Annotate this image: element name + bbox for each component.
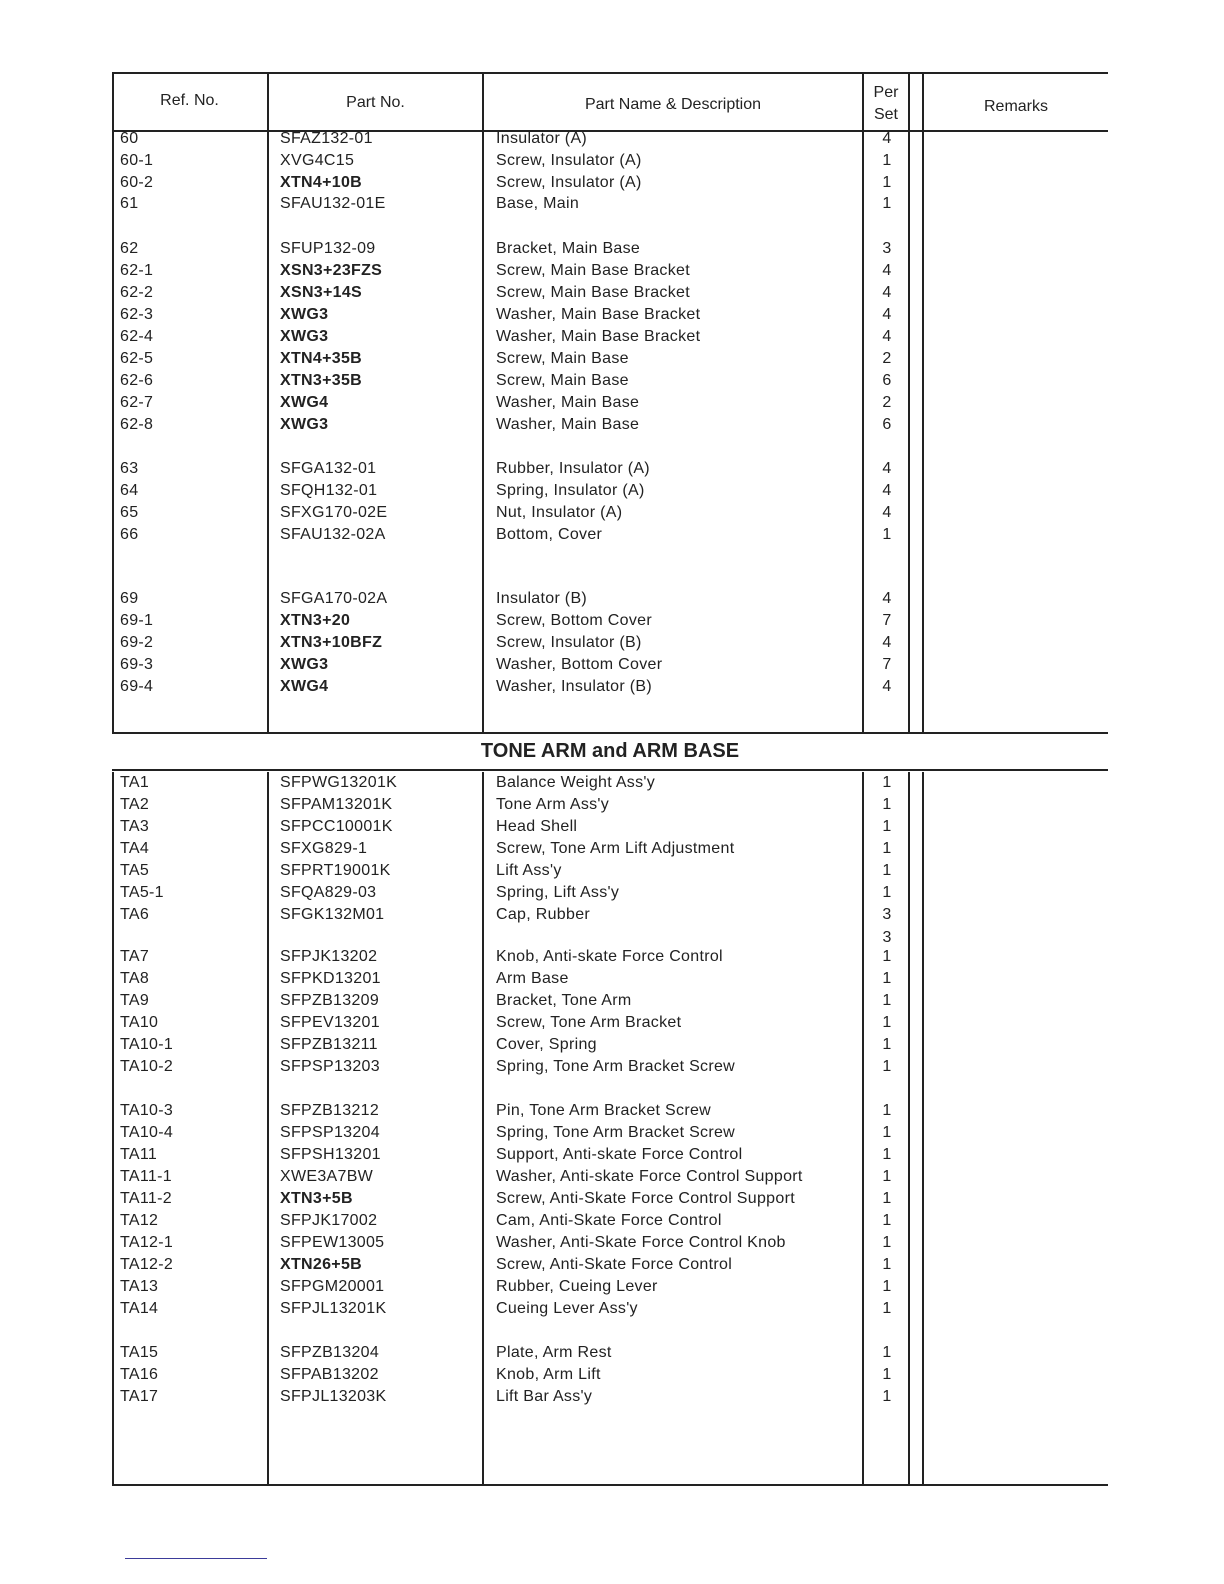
table-row [112,656,1108,678]
table-row [112,1190,1108,1212]
part-no-cell: SFPWG13201K [280,774,398,791]
part-no-cell: SFPZB13204 [280,1344,380,1361]
ref-no-cell: 65 [120,504,139,521]
quantity-cell: 1 [882,992,892,1009]
ref-no-cell: 62-1 [120,262,154,279]
quantity-cell: 4 [882,130,892,147]
ref-no-cell: TA1 [120,774,150,791]
quantity-cell: 3 [882,240,892,257]
part-no-cell: XTN3+10BFZ [280,634,383,651]
ref-no-cell: 69-3 [120,656,154,673]
part-no-cell: XWG3 [280,306,329,323]
header-part-no: Part No. [346,94,405,111]
description-cell: Washer, Bottom Cover [496,656,663,673]
part-no-cell: SFPZB13209 [280,992,380,1009]
table-row [112,1124,1108,1146]
quantity-cell: 1 [882,1102,892,1119]
part-no-cell: XWG4 [280,394,329,411]
table-row [112,328,1108,350]
description-cell: Screw, Main Base Bracket [496,284,690,301]
ref-no-cell: TA8 [120,970,150,987]
table-row [112,1058,1108,1080]
description-cell: Insulator (B) [496,590,588,607]
quantity-cell: 7 [882,656,892,673]
part-no-cell: SFGK132M01 [280,906,385,923]
quantity-cell: 1 [882,796,892,813]
part-no-cell: XSN3+23FZS [280,262,383,279]
table-row [112,130,1108,152]
table-row [112,678,1108,700]
table-row [112,774,1108,796]
part-no-cell: XWG3 [280,416,329,433]
part-no-cell: SFPJK13202 [280,948,378,965]
header-per: Per [873,84,899,101]
quantity-cell: 1 [882,1146,892,1163]
quantity-cell: 1 [882,1190,892,1207]
table-row [112,884,1108,906]
description-cell: Cover, Spring [496,1036,597,1053]
table-row [112,1014,1108,1036]
ref-no-cell: TA15 [120,1344,159,1361]
description-cell: Cueing Lever Ass'y [496,1300,638,1317]
part-no-cell: SFQA829-03 [280,884,377,901]
table-row [112,1102,1108,1124]
quantity-cell: 1 [882,1036,892,1053]
table-row [112,1344,1108,1366]
description-cell: Spring, Lift Ass'y [496,884,620,901]
table-row [112,504,1108,526]
description-cell: Screw, Bottom Cover [496,612,652,629]
part-no-cell: SFPEV13201 [280,1014,380,1031]
header-part-name: Part Name & Description [584,96,762,113]
description-cell: Knob, Anti-skate Force Control [496,948,723,965]
description-cell: Washer, Main Base Bracket [496,328,701,345]
table-row [112,612,1108,634]
description-cell: Rubber, Cueing Lever [496,1278,658,1295]
ref-no-cell: 62-6 [120,372,154,389]
quantity-cell: 1 [882,1212,892,1229]
description-cell: Arm Base [496,970,569,987]
quantity-cell: 1 [882,1278,892,1295]
quantity-cell: 1 [882,1014,892,1031]
ref-no-cell: TA10-3 [120,1102,174,1119]
ref-no-cell: TA13 [120,1278,159,1295]
description-cell: Support, Anti-skate Force Control [496,1146,743,1163]
part-no-cell: SFAU132-01E [280,195,386,212]
ref-no-cell: TA6 [120,906,150,923]
part-no-cell: XTN4+35B [280,350,362,367]
table-row [112,416,1108,438]
table-row [112,262,1108,284]
part-no-cell: XTN26+5B [280,1256,362,1273]
description-cell: Spring, Tone Arm Bracket Screw [496,1124,736,1141]
part-no-cell: SFPKD13201 [280,970,381,987]
table-row [112,240,1108,262]
table-row [112,1234,1108,1256]
footer-rule [125,1558,267,1559]
part-no-cell: SFQH132-01 [280,482,378,499]
quantity-cell: 1 [882,1256,892,1273]
description-cell: Washer, Insulator (B) [496,678,652,695]
part-no-cell: XSN3+14S [280,284,363,301]
extra-quantity: 3 [882,929,892,946]
ref-no-cell: TA10-1 [120,1036,174,1053]
part-no-cell: XVG4C15 [280,152,355,169]
ref-no-cell: 66 [120,526,139,543]
header-remarks: Remarks [983,98,1048,115]
ref-no-cell: 62-8 [120,416,154,433]
ref-no-cell: TA10-2 [120,1058,174,1075]
quantity-cell: 1 [882,840,892,857]
quantity-cell: 1 [882,195,892,212]
part-no-cell: XTN3+35B [280,372,362,389]
table-row [112,372,1108,394]
description-cell: Pin, Tone Arm Bracket Screw [496,1102,711,1119]
part-no-cell: SFPJL13201K [280,1300,387,1317]
table-row [112,1366,1108,1388]
part-no-cell: SFPJL13203K [280,1388,387,1405]
quantity-cell: 1 [882,884,892,901]
quantity-cell: 3 [882,906,892,923]
ref-no-cell: TA17 [120,1388,159,1405]
description-cell: Tone Arm Ass'y [496,796,610,813]
description-cell: Screw, Insulator (B) [496,634,642,651]
description-cell: Bottom, Cover [496,526,603,543]
ref-no-cell: TA11-1 [120,1168,172,1185]
ref-no-cell: 62-3 [120,306,154,323]
ref-no-cell: TA11 [120,1146,158,1163]
description-cell: Screw, Anti-Skate Force Control [496,1256,733,1273]
part-no-cell: SFPEW13005 [280,1234,385,1251]
description-cell: Screw, Main Base Bracket [496,262,690,279]
description-cell: Screw, Anti-Skate Force Control Support [496,1190,795,1207]
quantity-cell: 1 [882,1344,892,1361]
header-set: Set [873,106,898,123]
table-row [112,818,1108,840]
description-cell: Washer, Main Base Bracket [496,306,701,323]
table-row [112,526,1108,548]
description-cell: Screw, Insulator (A) [496,174,642,191]
table-row [112,992,1108,1014]
quantity-cell: 4 [882,284,892,301]
ref-no-cell: TA5-1 [120,884,164,901]
ref-no-cell: TA14 [120,1300,159,1317]
quantity-cell: 1 [882,862,892,879]
description-cell: Screw, Tone Arm Bracket [496,1014,682,1031]
table-row [112,1212,1108,1234]
part-no-cell: SFUP132-09 [280,240,376,257]
quantity-cell: 4 [882,504,892,521]
quantity-cell: 1 [882,818,892,835]
description-cell: Washer, Anti-skate Force Control Support [496,1168,803,1185]
quantity-cell: 1 [882,174,892,191]
ref-no-cell: TA11-2 [120,1190,172,1207]
ref-no-cell: TA12-2 [120,1256,174,1273]
quantity-cell: 1 [882,774,892,791]
description-cell: Washer, Main Base [496,394,640,411]
quantity-cell: 1 [882,948,892,965]
ref-no-cell: TA4 [120,840,150,857]
description-cell: Balance Weight Ass'y [496,774,656,791]
part-no-cell: XTN3+5B [280,1190,353,1207]
ref-no-cell: TA3 [120,818,150,835]
ref-no-cell: 61 [120,195,139,212]
description-cell: Lift Bar Ass'y [496,1388,593,1405]
description-cell: Nut, Insulator (A) [496,504,623,521]
description-cell: Screw, Main Base [496,350,629,367]
table-row [112,1036,1108,1058]
description-cell: Spring, Insulator (A) [496,482,645,499]
section-divider-bottom [112,769,1108,771]
part-no-cell: XWG3 [280,656,329,673]
quantity-cell: 4 [882,328,892,345]
table-row [112,306,1108,328]
ref-no-cell: TA10 [120,1014,159,1031]
ref-no-cell: 64 [120,482,139,499]
table-row [112,284,1108,306]
part-no-cell: SFPSH13201 [280,1146,381,1163]
part-no-cell: XTN4+10B [280,174,362,191]
ref-no-cell: 62 [120,240,139,257]
quantity-cell: 1 [882,970,892,987]
table-row [112,174,1108,196]
description-cell: Head Shell [496,818,578,835]
ref-no-cell: 60-2 [120,174,154,191]
ref-no-cell: 63 [120,460,139,477]
description-cell: Bracket, Tone Arm [496,992,632,1009]
ref-no-cell: 69-2 [120,634,154,651]
ref-no-cell: 62-4 [120,328,154,345]
description-cell: Insulator (A) [496,130,588,147]
quantity-cell: 6 [882,372,892,389]
table-border-bottom [112,1484,1108,1486]
table-row [112,460,1108,482]
table-row [112,796,1108,818]
table-row [112,1256,1108,1278]
quantity-cell: 6 [882,416,892,433]
description-cell: Spring, Tone Arm Bracket Screw [496,1058,736,1075]
ref-no-cell: 62-7 [120,394,154,411]
part-no-cell: XWG4 [280,678,329,695]
part-no-cell: SFPCC10001K [280,818,393,835]
part-no-cell: SFPJK17002 [280,1212,378,1229]
parts-list-table [112,72,1108,1486]
part-no-cell: SFPGM20001 [280,1278,385,1295]
table-border-top [112,72,1108,74]
table-row [112,152,1108,174]
quantity-cell: 4 [882,590,892,607]
part-no-cell: SFGA170-02A [280,590,388,607]
ref-no-cell: 69-1 [120,612,154,629]
description-cell: Bracket, Main Base [496,240,641,257]
table-row [112,634,1108,656]
description-cell: Base, Main [496,195,580,212]
table-row [112,970,1108,992]
table-row [112,394,1108,416]
table-row [112,350,1108,372]
ref-no-cell: 60 [120,130,139,147]
quantity-cell: 4 [882,482,892,499]
quantity-cell: 4 [882,634,892,651]
quantity-cell: 1 [882,1300,892,1317]
quantity-cell: 4 [882,678,892,695]
quantity-cell: 1 [882,1366,892,1383]
ref-no-cell: TA7 [120,948,150,965]
part-no-cell: SFXG829-1 [280,840,368,857]
section-divider-top [112,732,1108,734]
quantity-cell: 1 [882,526,892,543]
quantity-cell: 1 [882,1124,892,1141]
table-row [112,1278,1108,1300]
table-row [112,1300,1108,1322]
description-cell: Washer, Anti-Skate Force Control Knob [496,1234,786,1251]
table-row [112,1388,1108,1410]
ref-no-cell: TA10-4 [120,1124,174,1141]
table-row [112,195,1108,217]
quantity-cell: 1 [882,1388,892,1405]
part-no-cell: SFPZB13211 [280,1036,378,1053]
part-no-cell: SFPSP13204 [280,1124,380,1141]
description-cell: Screw, Main Base [496,372,629,389]
quantity-cell: 1 [882,152,892,169]
quantity-cell: 4 [882,262,892,279]
description-cell: Lift Ass'y [496,862,562,879]
quantity-cell: 4 [882,306,892,323]
part-no-cell: SFPAM13201K [280,796,393,813]
part-no-cell: SFAZ132-01 [280,130,373,147]
quantity-cell: 7 [882,612,892,629]
quantity-cell: 2 [882,394,892,411]
quantity-cell: 2 [882,350,892,367]
quantity-cell: 4 [882,460,892,477]
table-row [112,590,1108,612]
description-cell: Cap, Rubber [496,906,591,923]
table-row [112,840,1108,862]
part-no-cell: SFPRT19001K [280,862,391,879]
ref-no-cell: 62-5 [120,350,154,367]
table-row [112,482,1108,504]
section-title: TONE ARM and ARM BASE [480,740,740,762]
part-no-cell: SFPSP13203 [280,1058,380,1075]
table-row [112,862,1108,884]
ref-no-cell: TA5 [120,862,150,879]
table-row [112,1168,1108,1190]
ref-no-cell: TA16 [120,1366,159,1383]
ref-no-cell: TA12-1 [120,1234,174,1251]
table-row [112,948,1108,970]
description-cell: Screw, Tone Arm Lift Adjustment [496,840,735,857]
ref-no-cell: TA2 [120,796,150,813]
ref-no-cell: TA9 [120,992,150,1009]
quantity-cell: 1 [882,1234,892,1251]
quantity-cell: 1 [882,1058,892,1075]
part-no-cell: SFPAB13202 [280,1366,379,1383]
part-no-cell: SFGA132-01 [280,460,377,477]
description-cell: Screw, Insulator (A) [496,152,642,169]
part-no-cell: XWE3A7BW [280,1168,374,1185]
part-no-cell: SFXG170-02E [280,504,388,521]
ref-no-cell: TA12 [120,1212,159,1229]
header-ref-no: Ref. No. [160,92,219,109]
table-row [112,906,1108,928]
description-cell: Knob, Arm Lift [496,1366,601,1383]
quantity-cell: 1 [882,1168,892,1185]
description-cell: Washer, Main Base [496,416,640,433]
ref-no-cell: 69 [120,590,139,607]
part-no-cell: XTN3+20 [280,612,351,629]
part-no-cell: SFAU132-02A [280,526,386,543]
ref-no-cell: 62-2 [120,284,154,301]
ref-no-cell: 60-1 [120,152,154,169]
part-no-cell: XWG3 [280,328,329,345]
ref-no-cell: 69-4 [120,678,154,695]
table-row [112,1146,1108,1168]
description-cell: Plate, Arm Rest [496,1344,612,1361]
part-no-cell: SFPZB13212 [280,1102,380,1119]
description-cell: Rubber, Insulator (A) [496,460,650,477]
description-cell: Cam, Anti-Skate Force Control [496,1212,722,1229]
